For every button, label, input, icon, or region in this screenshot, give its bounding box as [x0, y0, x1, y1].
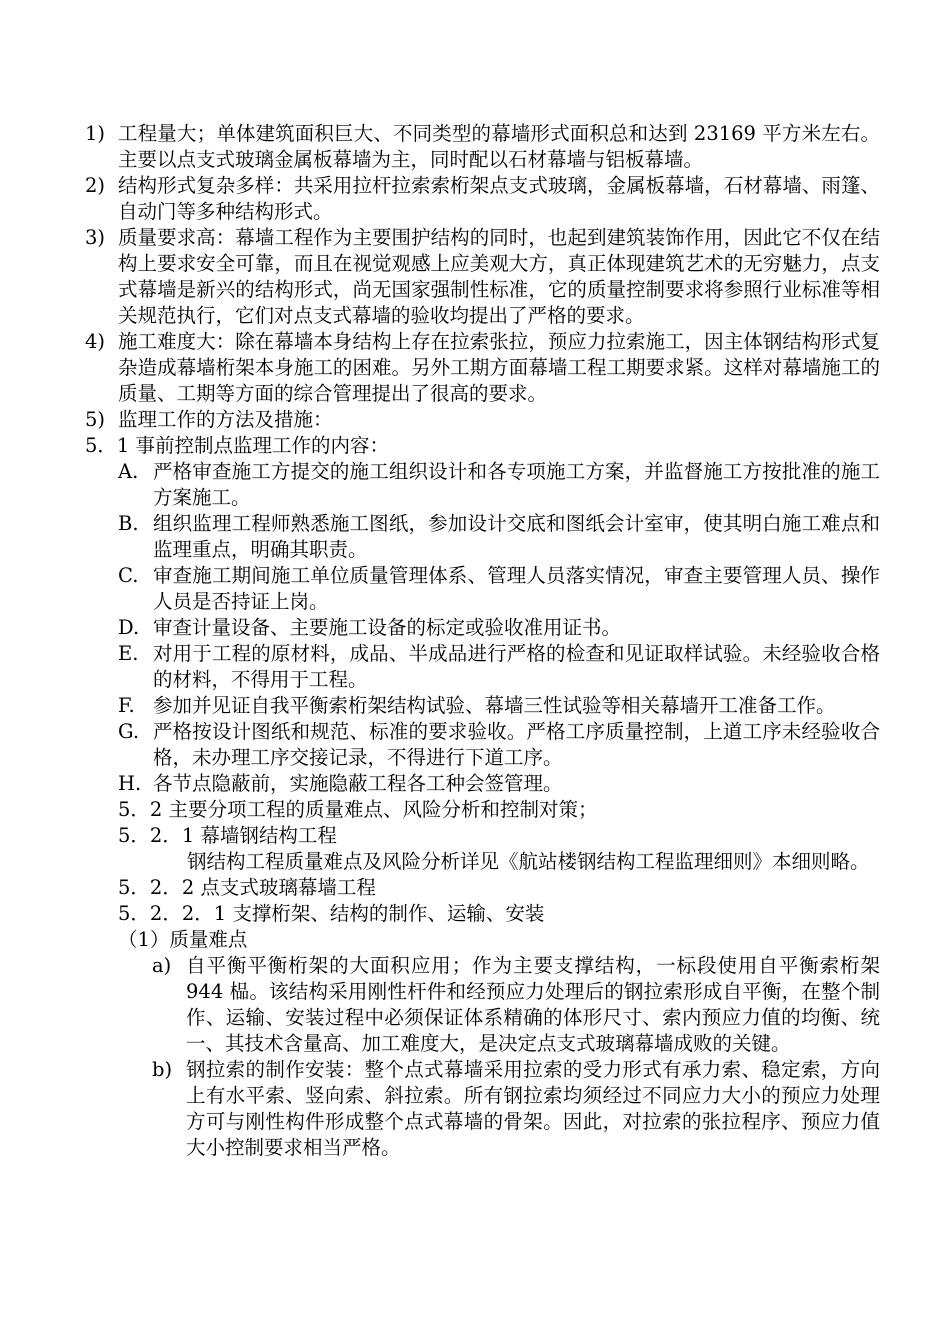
- list-text: 钢拉索的制作安装：整个点式幕墙采用拉索的受力形式有承力索、稳定索，方向上有水平索、竖向索、斜拉索。所有钢拉索均须经过不同应力大小的预应力处理方可与刚性构件形成整个点式幕墙的骨架。因此，对拉索的张拉程序、预应力值大小控制要求相当严格。: [186, 1058, 880, 1159]
- list-letter: A.: [118, 460, 139, 483]
- section-heading-5-2-2: 5．2．2 点支式玻璃幕墙工程: [118, 876, 376, 899]
- list-letter: F.: [118, 694, 135, 717]
- list-letter: C.: [118, 564, 139, 587]
- list-text: 严格按设计图纸和规范、标准的要求验收。严格工序质量控制，上道工序未经验收合格，未办理工序交接记录，不得进行下道工序。: [153, 720, 880, 769]
- list-item: [0, 1057, 950, 1161]
- list-item: [0, 511, 950, 563]
- list-number: 4): [85, 330, 106, 353]
- list-text: 审查计量设备、主要施工设备的标定或验收准用证书。: [153, 616, 622, 639]
- document-page: [0, 121, 950, 1161]
- section-heading-5-2-1: 5．2．1 幕墙钢结构工程: [118, 824, 337, 847]
- section-heading-5-2: 5．2 主要分项工程的质量难点、风险分析和控制对策；: [118, 798, 598, 821]
- list-item: [0, 407, 950, 433]
- list-item: [0, 771, 950, 797]
- list-text: 自平衡平衡桁架的大面积应用；作为主要支撑结构，一标段使用自平衡索桁架 944 榀。该结构采用刚性杆件和经预应力处理后的钢拉索形成自平衡，在整个制作、运输、安装过程中必须保证体系精确的体形尺寸、索内预应力值的均衡、统一、其技术含量高、加工难度大，是决定点支式玻璃幕墙成败的关键。: [186, 954, 880, 1055]
- list-letter: G.: [118, 720, 140, 743]
- list-number: 2): [85, 174, 106, 197]
- list-text: 参加并见证自我平衡索桁架结构试验、幕墙三性试验等相关幕墙开工准备工作。: [153, 694, 836, 717]
- list-item: [0, 641, 950, 693]
- list-item: [0, 719, 950, 771]
- list-letter: b): [152, 1058, 173, 1081]
- list-number: 5): [85, 408, 106, 431]
- list-letter: a): [152, 954, 172, 977]
- list-text: 工程量大；单体建筑面积巨大、不同类型的幕墙形式面积总和达到 23169 平方米左右。主要以点支式玻璃金属板幕墙为主，同时配以石材幕墙与铝板幕墙。: [118, 122, 880, 171]
- list-item: [0, 459, 950, 511]
- list-item: [0, 225, 950, 329]
- list-text: 组织监理工程师熟悉施工图纸，参加设计交底和图纸会计室审，使其明白施工难点和监理重点，明确其职责。: [153, 512, 880, 561]
- list-letter: B.: [118, 512, 139, 535]
- section-heading-5-2-2-1: 5．2．2．1 支撑桁架、结构的制作、运输、安装: [118, 902, 545, 925]
- list-number: 3): [85, 226, 106, 249]
- list-number: 1): [85, 122, 106, 145]
- list-letter: D.: [118, 616, 140, 639]
- list-text: 审查施工期间施工单位质量管理体系、管理人员落实情况，审查主要管理人员、操作人员是否持证上岗。: [153, 564, 880, 613]
- list-text: 监理工作的方法及措施：: [118, 408, 333, 431]
- section-heading-5-1: 5．1 事前控制点监理工作的内容：: [85, 434, 390, 457]
- paragraph: 钢结构工程质量难点及风险分析详见《航站楼钢结构工程监理细则》本细则略。: [187, 850, 870, 873]
- list-text: 对用于工程的原材料，成品、半成品进行严格的检查和见证取样试验。未经验收合格的材料，不得用于工程。: [153, 642, 880, 691]
- list-item: [0, 173, 950, 225]
- list-item: [0, 329, 950, 407]
- list-item: [0, 121, 950, 173]
- list-item: [0, 693, 950, 719]
- list-letter: H.: [118, 772, 142, 795]
- quality-heading: （1）质量难点: [118, 928, 248, 951]
- list-item: [0, 953, 950, 1057]
- list-text: 施工难度大：除在幕墙本身结构上存在拉索张拉，预应力拉索施工，因主体钢结构形式复杂造成幕墙桁架本身施工的困难。另外工期方面幕墙工程工期要求紧。这样对幕墙施工的质量、工期等方面的综合管理提出了很高的要求。: [118, 330, 880, 405]
- list-text: 各节点隐蔽前，实施隐蔽工程各工种会签管理。: [153, 772, 563, 795]
- list-item: [0, 563, 950, 615]
- list-letter: E.: [118, 642, 139, 665]
- list-text: 严格审查施工方提交的施工组织设计和各专项施工方案，并监督施工方按批准的施工方案施工。: [153, 460, 880, 509]
- list-text: 质量要求高：幕墙工程作为主要围护结构的同时，也起到建筑装饰作用，因此它不仅在结构上要求安全可靠，而且在视觉观感上应美观大方，真正体现建筑艺术的无穷魅力，点支式幕墙是新兴的结构形式，尚无国家强制性标准，它的质量控制要求将参照行业标准等相关规范执行，它们对点支式幕墙的验收均提出了严格的要求。: [118, 226, 880, 327]
- list-item: [0, 615, 950, 641]
- list-text: 结构形式复杂多样：共采用拉杆拉索索桁架点支式玻璃，金属板幕墙，石材幕墙、雨篷、自动门等多种结构形式。: [118, 174, 880, 223]
